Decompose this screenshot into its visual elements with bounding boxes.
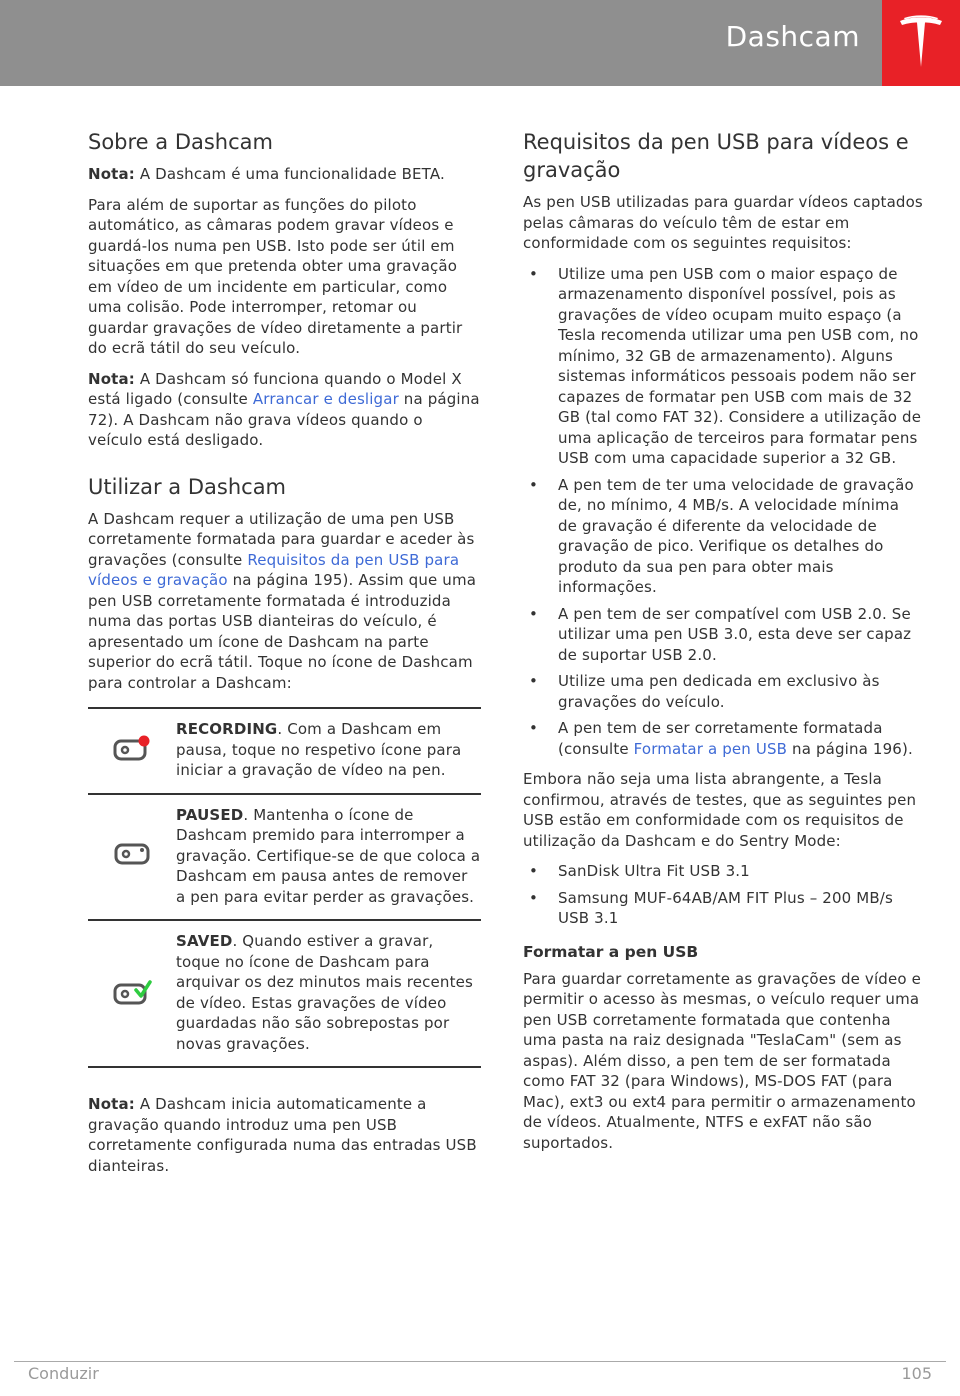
requirements-list (523, 264, 923, 760)
list-item: • Utilize uma pen dedicada em exclusivo às gravações do veículo. (523, 671, 923, 712)
dashcam-recording-icon (112, 733, 152, 763)
para-text: na página 195). Assim que uma pen USB corretamente formatada é introduzida numa das portas USB dianteiras do veículo, é apresentado um ícone de Dashcam na parte superior do ecrã tátil. Toque no ícone de Dashcam para controlar a Dashcam: (88, 571, 477, 692)
page-header (0, 0, 960, 86)
mode-icon-cell (88, 794, 176, 921)
tesla-logo-icon (898, 15, 944, 69)
note-label: Nota: (88, 369, 135, 388)
note-label: Nota: (88, 1095, 135, 1113)
mode-description (176, 719, 481, 781)
left-column (88, 128, 481, 1186)
section-heading-use: Utilizar a Dashcam (88, 474, 287, 499)
mode-icon-cell (88, 920, 176, 1067)
mode-name: SAVED (176, 932, 233, 950)
note-label: Nota: (88, 165, 135, 183)
mode-name: RECORDING (176, 720, 278, 738)
note-text: A Dashcam é uma funcionalidade BETA. (134, 165, 445, 183)
note-text: A Dashcam inicia automaticamente a gravação quando introduz uma pen USB corretamente configurada numa das entradas USB dianteiras. (88, 1095, 477, 1175)
link-start-stop[interactable]: Arrancar e desligar (252, 390, 399, 408)
mode-text: . Mantenha o ícone de Dashcam premido para interromper a gravação. Certifique-se de que coloca a Dashcam em pausa antes de remover a pen para evitar perder as gravações. (176, 805, 481, 906)
format-paragraph: Para guardar corretamente as gravações de vídeo e permitir o acesso às mesmas, o veículo requer uma pen USB corretamente formatada que contenha uma pasta na raiz designada "TeslaCam" (sem as aspas). Além disso, a pen tem de ser formatada como FAT 32 (para Windows), MS-DOS FAT (para Mac), ext3 ou ext4 para permitir o armazenamento de vídeos. Atualmente, NTFS e exFAT não são suportados. (523, 969, 921, 1152)
mode-text: . Com a Dashcam em pausa, toque no respetivo ícone para iniciar a gravação de vídeo na pen. (176, 720, 462, 779)
mode-text-cell (176, 708, 481, 794)
list-item: • Utilize uma pen USB com o maior espaço de armazenamento disponível possível, pois as gravações de vídeo ocupam muito espaço (a Tesla recomenda utilizar uma pen USB com, no mínimo, 32 GB de armazenamento). Alguns sistemas informáticos pessoais podem não ser capazes de formatar pen USB com mais de 32 GB (tal como FAT 32). Considere a utilização de uma aplicação de terceiros para formatar pens USB com uma capacidade superior a 32 GB. (523, 264, 923, 469)
note-text: na página 72). A Dashcam não grava vídeos quando o veículo está desligado. (88, 390, 480, 449)
para-text: A Dashcam requer a utilização de uma pen USB corretamente formatada para guardar e aceder às gravações (consulte (88, 509, 475, 569)
note-beta (88, 164, 481, 185)
dashcam-paused-icon (112, 839, 152, 869)
dashcam-saved-icon (112, 976, 152, 1006)
header-title: Dashcam (725, 20, 860, 53)
mode-name: PAUSED (176, 805, 244, 824)
list-item: • A pen tem de ser compatível com USB 2.0. Se utilizar uma pen USB 3.0, esta deve ser capaz de suportar USB 2.0. (523, 604, 923, 666)
mode-description (176, 805, 481, 908)
subsection-heading-format: Formatar a pen USB (523, 942, 699, 961)
mode-row-recording (88, 708, 481, 794)
about-paragraph: Para além de suportar as funções do piloto automático, as câmaras podem gravar vídeos e guardá-los numa pen USB. Isto pode ser útil em situações em que pretenda obter uma gravação em vídeo de um incidente em particular, como uma colisão. Pode interromper, retomar ou guardar gravações de vídeo diretamente a partir do ecrã tátil do seu veículo. (88, 195, 463, 357)
mode-description (176, 931, 481, 1054)
footer-section: Conduzir (28, 1364, 99, 1383)
list-item: • SanDisk Ultra Fit USB 3.1 (523, 861, 923, 882)
list-item: • A pen tem de ter uma velocidade de gravação de, no mínimo, 4 MB/s. A velocidade mínima de gravação é diferente da velocidade de gravação de pico. Verifique os detalhes do produto da sua pen para obter mais informações. (523, 475, 923, 598)
list-text: A pen tem de ser corretamente formatada (consulte (558, 719, 883, 758)
requirements-intro: As pen USB utilizadas para guardar vídeos captados pelas câmaras do veículo têm de estar em conformidade com os seguintes requisitos: (523, 193, 923, 252)
right-column (523, 128, 923, 1163)
tested-drives-paragraph: Embora não seja uma lista abrangente, a Tesla confirmou, através de testes, que as seguintes pen USB estão em conformidade com os requisitos de utilização da Dashcam e do Sentry Mode: (523, 770, 917, 850)
mode-row-saved (88, 920, 481, 1067)
mode-text-cell (176, 794, 481, 921)
tested-drives-list (523, 861, 923, 929)
mode-row-paused (88, 794, 481, 921)
mode-icon-cell (88, 708, 176, 794)
note-power (88, 369, 481, 451)
mode-text: . Quando estiver a gravar, toque no ícone de Dashcam para arquivar os dez minutos mais recentes de vídeo. Estas gravações de vídeo guardadas não são sobrepostas por novas gravações. (176, 932, 473, 1053)
section-heading-usb-requirements: Requisitos da pen USB para vídeos e gravação (523, 130, 909, 182)
note-auto-start (88, 1094, 481, 1176)
section-heading-about: Sobre a Dashcam (88, 130, 273, 154)
tesla-logo (882, 0, 960, 86)
list-item (523, 718, 923, 759)
list-item: • Samsung MUF-64AB/AM FIT Plus – 200 MB/s USB 3.1 (523, 888, 923, 929)
use-paragraph (88, 509, 481, 694)
link-format-usb[interactable]: Formatar a pen USB (633, 739, 788, 758)
page-number: 105 (901, 1364, 932, 1383)
note-text: A Dashcam só funciona quando o Model X está ligado (consulte (88, 369, 462, 408)
footer-divider (14, 1361, 946, 1362)
list-text: na página 196). (787, 739, 913, 758)
mode-text-cell (176, 920, 481, 1067)
dashcam-modes-table (88, 707, 481, 1068)
link-usb-requirements[interactable]: Requisitos da pen USB para vídeos e gravação (88, 550, 460, 589)
